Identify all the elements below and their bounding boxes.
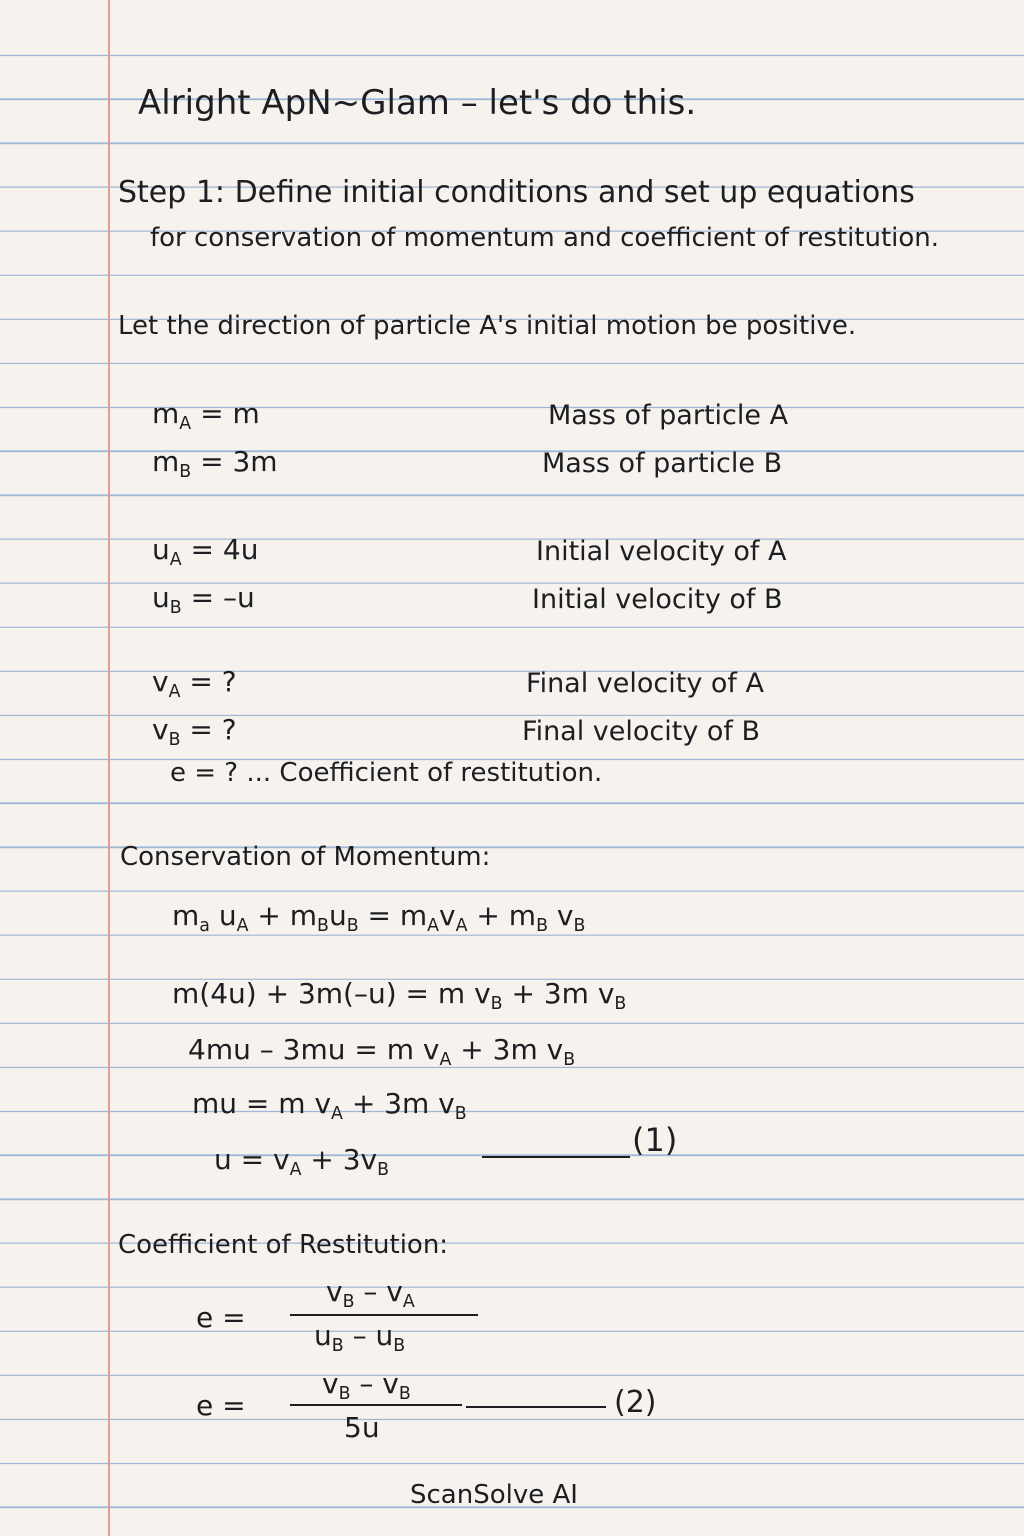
page-title: Alright ApN~Glam – let's do this.	[138, 83, 697, 123]
var-ma-desc: Mass of particle A	[548, 400, 789, 431]
momentum-step-expand: 4mu – 3mu = m $v_A + 3m$ $v_B$	[188, 1033, 576, 1071]
equation-1-label: (1)	[632, 1121, 678, 1159]
var-ma: $m_A = m$	[152, 397, 260, 435]
momentum-step-simplify: mu = m $v_A + 3m$ $v_B$	[192, 1087, 467, 1125]
var-vb: $v_B$ = ?	[152, 713, 237, 751]
momentum-equation-1: $u = v_A + 3v_B$	[214, 1143, 390, 1181]
momentum-general-equation: $m_a$ $u_A + m_Bu_B = m_Av_A + m_B$ $v_B$	[172, 899, 586, 937]
restitution-definition: e = ? ... Coefficient of restitution.	[170, 758, 603, 788]
var-mb: $m_B = 3m$	[152, 445, 278, 483]
footer-watermark: ScanSolve AI	[410, 1480, 578, 1510]
restitution-numerator-2: $v_B - v_B$	[322, 1367, 411, 1405]
margin-line	[108, 0, 110, 1536]
restitution-numerator-1: $v_B - v_A$	[326, 1275, 415, 1313]
momentum-step-substitute: m(4u) + 3m(–u) = m $v_B + 3m$ $v_B$	[172, 977, 627, 1015]
equation-1-leader	[482, 1156, 630, 1158]
fraction-bar-2	[290, 1404, 462, 1406]
var-ua: $u_A = 4u$	[152, 533, 259, 571]
equation-2-leader	[466, 1406, 606, 1408]
restitution-denominator-2: 5u	[344, 1411, 380, 1444]
restitution-heading: Coefficient of Restitution:	[118, 1230, 449, 1260]
step1-heading-cont: for conservation of momentum and coefficient of restitution.	[150, 223, 940, 253]
fraction-bar-1	[290, 1314, 478, 1316]
momentum-heading: Conservation of Momentum:	[120, 842, 491, 872]
var-ua-desc: Initial velocity of A	[536, 536, 787, 567]
restitution-e1: e =	[196, 1301, 246, 1334]
var-ub-desc: Initial velocity of B	[532, 584, 783, 615]
direction-note: Let the direction of particle A's initial motion be positive.	[118, 311, 857, 341]
restitution-denominator-1: $u_B - u_B$	[314, 1319, 406, 1357]
var-vb-desc: Final velocity of B	[522, 716, 761, 747]
var-mb-desc: Mass of particle B	[542, 448, 783, 479]
equation-2-label: (2)	[614, 1385, 657, 1420]
var-ub: $u_B = -u$	[152, 581, 255, 619]
var-va: $v_A$ = ?	[152, 665, 237, 703]
var-va-desc: Final velocity of A	[526, 668, 764, 699]
step1-heading: Step 1: Define initial conditions and set up equations	[118, 175, 915, 210]
restitution-e2: e =	[196, 1389, 246, 1422]
